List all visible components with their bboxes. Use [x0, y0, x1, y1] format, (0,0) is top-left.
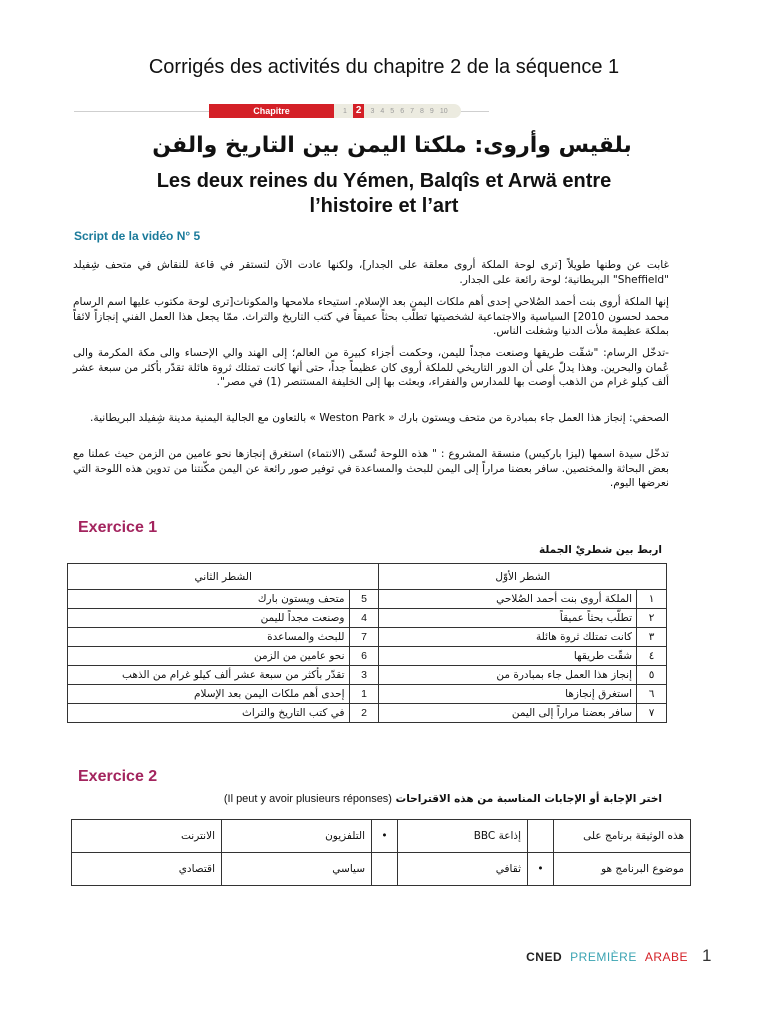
answer-number: 3 [349, 666, 379, 685]
exercise-1-row [68, 704, 667, 723]
choice-bullet-2: • [372, 820, 398, 853]
page-header-title: Corrigés des activités du chapitre 2 de la séquence 1 [148, 56, 620, 78]
exercise-2-instruction-ar: اختر الإجابة أو الإجابات المناسبة من هذه الاقتراحات [395, 793, 662, 805]
chapter-number: 1 [343, 107, 347, 115]
exercise-2-table [71, 819, 691, 886]
chapter-number: 4 [380, 107, 385, 115]
arabic-title: بلقيس وأروى: ملكتا اليمن بين التاريخ والفن [152, 133, 632, 158]
row-index: ٥ [637, 666, 667, 685]
exercise-1-row [68, 666, 667, 685]
chapter-number: 8 [420, 107, 424, 115]
first-part-cell: شقّت طريقها [379, 647, 637, 666]
first-part-cell: تطلّب بحثاً عميقاً [379, 609, 637, 628]
exercise-2-row [72, 820, 691, 853]
question-cell: موضوع البرنامج هو [554, 853, 691, 886]
row-index: ٧ [637, 704, 667, 723]
option-3-cell: الانترنت [72, 820, 222, 853]
chapter-number: 9 [429, 107, 434, 115]
exercise-1-heading: Exercice 1 [78, 519, 158, 536]
choice-bullet-1: • [528, 853, 554, 886]
exercise-2-row [72, 853, 691, 886]
footer-subject: ARABE [644, 950, 689, 964]
exercise-1-instruction: اربط بين شطريْ الجملة [539, 544, 662, 556]
answer-number: 1 [349, 685, 379, 704]
option-2-cell: التلفزيون [222, 820, 372, 853]
script-paragraph-1: غابت عن وطنها طويلاً [ترى لوحة الملكة أروى معلقة على الجدار]، ولكنها عادت الآن لتستقر في قاعة للنقاش في متحف شِفيلد "Sheffield" البريطانية؛ لوحة رائعة على الجدار. [73, 259, 669, 286]
question-cell: هذه الوثيقة برنامج على [554, 820, 691, 853]
exercise-1-row [68, 628, 667, 647]
chapter-bar [74, 104, 489, 118]
script-paragraph-5: تدخّل سيدة اسمها (ليزا باركيس) منسقة المشروع : " هذه اللوحة تُسمّى (الانتماء) استغرق إنجازها نحو عامين من الزمن حيث عملنا مع بعض البحاثة والمختصين. سافر بعضنا مراراً إلى اليمن للبحث والمساعدة في توفير صور رائعة عن اليمن مكّنتنا من تدوين هذه اللوحة التي نعرضها اليوم. [73, 448, 669, 489]
second-part-cell: للبحث والمساعدة [68, 628, 350, 647]
choice-bullet-2 [372, 853, 398, 886]
page-number: 1 [702, 946, 712, 965]
script-paragraph-3: -تدخّل الرسام: "شقّت طريقها وصنعت مجداً لليمن، وحكمت أجزاء كبيرة من العالم؛ إلى الهند والي الإحساء والى مكة المكرمة والى عُمان والبحرين. وهذا يدلّ على أن الدور التاريخي للملكة أروى كان عظيماً جداً، حتى أنها كانت تمتلك ثروة هائلة تقدّر بأكثر من سبعة عشر ألف كيلو غرام من الذهب أوصت بها للمدارس والفقراء، وبعثت بها إلى الخليفة المستنصر (1) في مصر". [73, 347, 669, 388]
answer-number: 5 [349, 590, 379, 609]
chapter-number: 2 [353, 104, 365, 118]
second-part-cell: وصنعت مجداً لليمن [68, 609, 350, 628]
second-part-cell: تقدّر بأكثر من سبعة عشر ألف كيلو غرام من الذهب [68, 666, 350, 685]
footer-cned: CNED [526, 950, 563, 964]
script-paragraph-4: الصحفي: إنجاز هذا العمل جاء بمبادرة من متحف ويستون بارك « Weston Park » بالتعاون مع الجالية اليمنية مدينة شِفيلد البريطانية. [90, 412, 669, 424]
option-1-cell: ثقافي [398, 853, 528, 886]
choice-bullet-1 [528, 820, 554, 853]
exercise-2-heading: Exercice 2 [78, 768, 158, 785]
row-index: ٣ [637, 628, 667, 647]
first-part-cell: إنجاز هذا العمل جاء بمبادرة من [379, 666, 637, 685]
second-part-cell: في كتب التاريخ والتراث [68, 704, 350, 723]
first-part-cell: كانت تمتلك ثروة هائلة [379, 628, 637, 647]
chapter-label: Chapitre [209, 104, 334, 118]
first-part-cell: سافر بعضنا مراراً إلى اليمن [379, 704, 637, 723]
header-first-part: الشطر الأوّل [379, 564, 667, 590]
chapter-number: 10 [439, 107, 448, 115]
chapter-number: 7 [410, 107, 414, 115]
row-index: ١ [637, 590, 667, 609]
answer-number: 7 [349, 628, 379, 647]
header-second-part: الشطر الثاني [68, 564, 379, 590]
script-paragraph-2: إنها الملكة أروى بنت أحمد الصُلاحي إحدى أهم ملكات اليمن بعد الإسلام. استيحاء ملامحها والمكونات[ترى لوحة مكتوب عليها اسم الرسام محمد لحسون 2010] السياسية والاجتماعية لشخصيتها تطلّب بحثاً عميقاً في كتب التاريخ والتراث. ممّا يجعل هذا العمل الفني إنجازاً لائقاً بملكة عظيمة ملأت الدنيا وشغلت الناس. [73, 296, 669, 337]
french-title: Les deux reines du Yémen, Balqîs et Arwä entre l’histoire et l’art [156, 170, 612, 217]
chapter-number: 5 [390, 107, 395, 115]
footer-level: PREMIÈRE [570, 950, 637, 964]
exercise-2-instruction [224, 793, 662, 805]
chapter-numbers [334, 104, 461, 118]
exercise-1-row [68, 647, 667, 666]
second-part-cell: نحو عامين من الزمن [68, 647, 350, 666]
exercise-1-table [67, 563, 667, 723]
exercise-1-row [68, 609, 667, 628]
first-part-cell: استغرق إنجازها [379, 685, 637, 704]
second-part-cell: إحدى أهم ملكات اليمن بعد الإسلام [68, 685, 350, 704]
answer-number: 6 [349, 647, 379, 666]
script-heading: Script de la vidéo N° 5 [74, 229, 201, 243]
answer-number: 4 [349, 609, 379, 628]
first-part-cell: الملكة أروى بنت أحمد الصُلاحي [379, 590, 637, 609]
exercise-1-header-row [68, 564, 667, 590]
row-index: ٢ [637, 609, 667, 628]
answer-number: 2 [349, 704, 379, 723]
chapter-number: 3 [370, 107, 375, 115]
option-1-cell: إذاعة BBC [398, 820, 528, 853]
exercise-1-row [68, 685, 667, 704]
second-part-cell: متحف ويستون بارك [68, 590, 350, 609]
row-index: ٦ [637, 685, 667, 704]
option-3-cell: اقتصادي [72, 853, 222, 886]
exercise-1-row [68, 590, 667, 609]
chapter-number: 6 [400, 107, 405, 115]
option-2-cell: سياسي [222, 853, 372, 886]
row-index: ٤ [637, 647, 667, 666]
exercise-2-instruction-fr: (Il peut y avoir plusieurs réponses) [223, 793, 392, 805]
footer [526, 946, 712, 966]
